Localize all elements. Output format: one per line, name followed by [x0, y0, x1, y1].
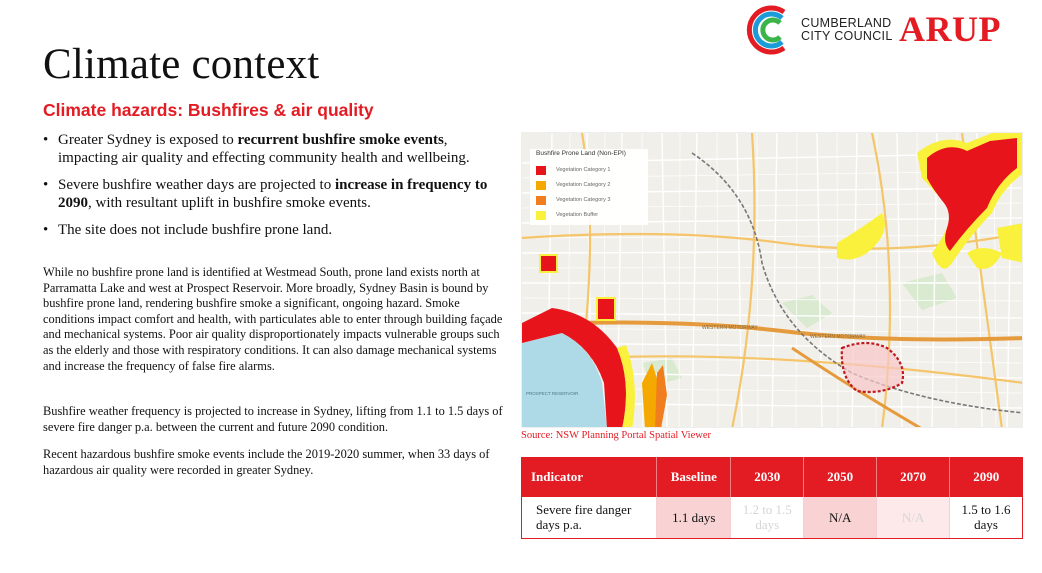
bullet-item: • The site does not include bushfire prone land.: [43, 221, 503, 239]
legend-label: Vegetation Buffer: [556, 212, 599, 218]
header-indicator: Indicator: [521, 457, 657, 497]
legend-item: [536, 210, 598, 220]
body-paragraph: Bushfire weather frequency is projected to increase in Sydney, lifting from 1.1 to 1.5 days of severe fire danger p.a. between the current and future 2090 condition.: [43, 404, 503, 434]
map-legend: [530, 149, 648, 225]
header-baseline: Baseline: [657, 457, 731, 497]
body-paragraph: Recent hazardous bushfire smoke events include the 2019-2020 summer, when 33 days of hazardous air quality were recorded in greater Sydney.: [43, 447, 490, 477]
legend-swatch-icon: [536, 181, 546, 190]
council-name: [801, 17, 893, 43]
header-2070: 2070: [877, 457, 950, 497]
table-header-row: [521, 457, 1023, 497]
legend-swatch-icon: [536, 166, 546, 175]
legend-label: Vegetation Category 3: [556, 197, 611, 203]
legend-swatch-icon: [536, 211, 546, 220]
body-paragraph: While no bushfire prone land is identified at Westmead South, prone land exists north at Parramatta Lake and west at Prospect Reservoir. More broadly, Sydney Basin is bound by bushfire prone land, rendering bushfire smoke a significant, ongoing hazard. Smoke conditions impact comfort and health, with particulates able to enter through building façade and mechanical systems. Poor air quality disproportionately impacts vulnerable groups such as the elderly and those with respiratory conditions. It can also damage mechanical systems and increase the frequency of false fire alarms.: [43, 265, 503, 373]
header-2030: 2030: [731, 457, 804, 497]
bullet-list: [43, 131, 503, 248]
legend-label: Vegetation Category 2: [556, 182, 611, 188]
legend-item: [536, 195, 610, 205]
bullet-item: • Greater Sydney is exposed to recurrent bushfire smoke events, impacting air quality and effecting community health and wellbeing.: [43, 131, 503, 167]
legend-swatch-icon: [536, 196, 546, 205]
motorway-label: WESTERN MOTORWAY: [810, 334, 866, 340]
legend-label: Vegetation Category 1: [556, 167, 611, 173]
council-name-line2: CITY COUNCIL: [801, 29, 893, 43]
council-name-line1: CUMBERLAND: [801, 16, 892, 30]
legend-title: Bushfire Prone Land (Non-EPI): [536, 150, 626, 157]
council-c-logo-icon: [744, 4, 800, 56]
table-row: [521, 497, 1023, 538]
arup-logo: ARUP: [899, 9, 1001, 49]
section-subtitle: Climate hazards: Bushfires & air quality: [43, 100, 374, 120]
cell-2050: N/A: [804, 497, 877, 538]
cell-baseline: 1.1 days: [657, 497, 731, 538]
cell-2070: N/A: [877, 497, 950, 538]
map-caption: Source: NSW Planning Portal Spatial Viewer: [521, 430, 711, 441]
cell-2090: 1.5 to 1.6 days: [950, 497, 1023, 538]
reservoir-label: PROSPECT RESERVOIR: [526, 391, 579, 396]
page-title: Climate context: [43, 41, 320, 88]
bullet-item: • Severe bushfire weather days are projected to increase in frequency to 2090, with resultant uplift in bushfire smoke events.: [43, 176, 503, 212]
legend-item: [536, 180, 610, 190]
indicator-table: [521, 457, 1023, 539]
cell-2030: 1.2 to 1.5 days: [731, 497, 804, 538]
cell-indicator: Severe fire danger days p.a.: [521, 497, 657, 538]
header-2090: 2090: [950, 457, 1023, 497]
motorway-label: WESTERN MOTORWAY: [702, 325, 758, 331]
legend-item: [536, 165, 610, 175]
header-2050: 2050: [804, 457, 877, 497]
